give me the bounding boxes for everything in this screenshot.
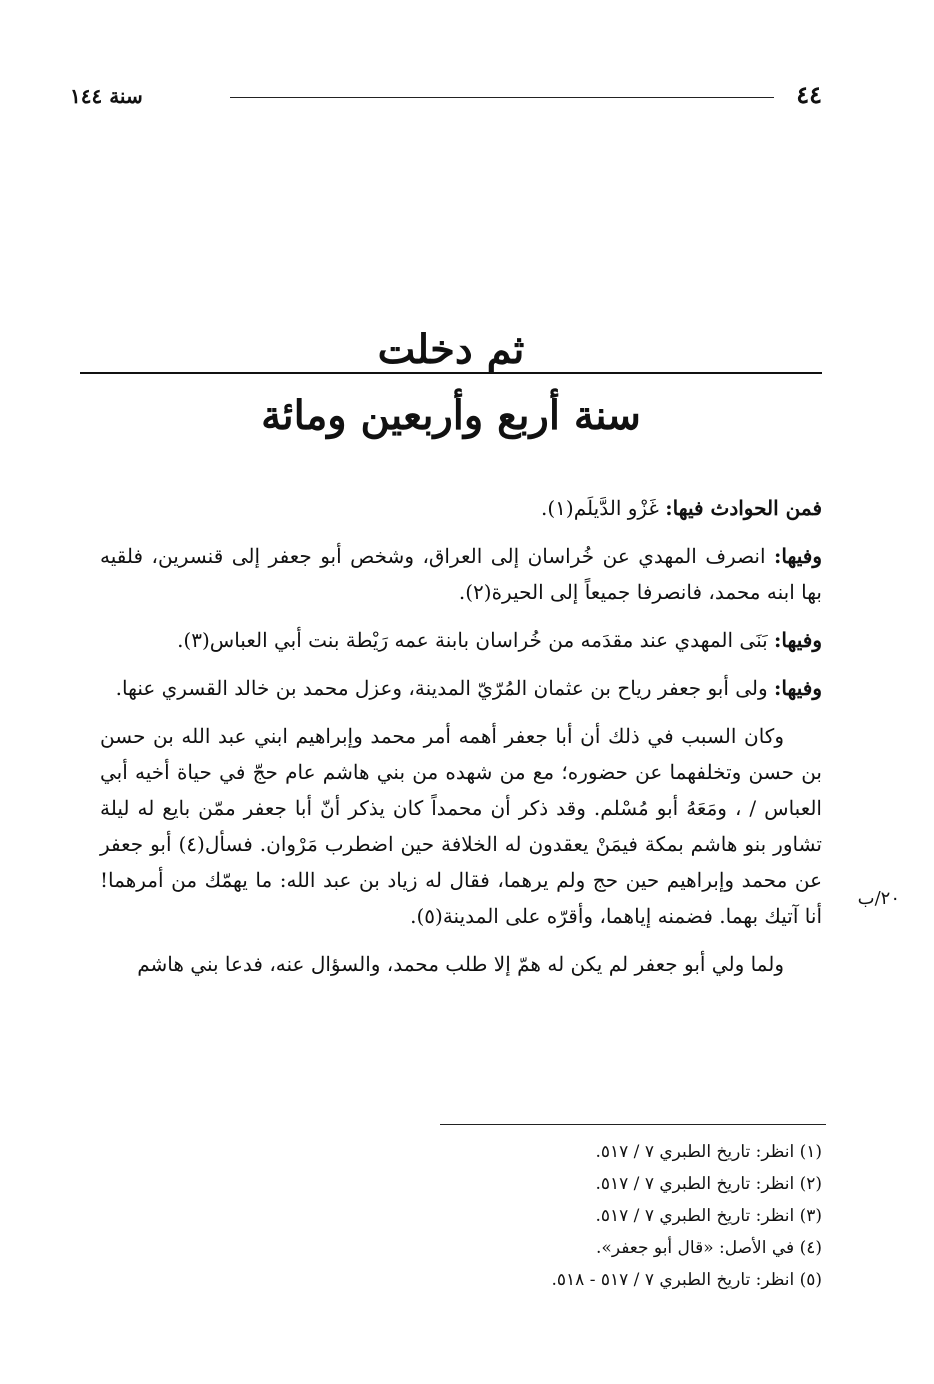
paragraph-lead: وفيها:	[774, 544, 822, 568]
margin-folio-note: ٢٠/ب	[857, 888, 900, 909]
chapter-intro: ثم دخلت	[377, 326, 525, 373]
paragraph-lead: فمن الحوادث فيها:	[665, 496, 822, 520]
running-title: سنة ١٤٤	[70, 84, 143, 108]
paragraph-text: بَنَى المهدي عند مقدَمه من خُراسان بابنة عمه رَيْطة بنت أبي العباس(٣).	[177, 628, 775, 652]
paragraph-text: ولى أبو جعفر رياح بن عثمان المُرّيّ المدينة، وعزل محمد بن خالد القسري عنها.	[115, 676, 775, 700]
footnote-rule	[440, 1124, 826, 1125]
paragraph	[100, 622, 822, 658]
paragraph-lead: وفيها:	[774, 676, 822, 700]
body-text	[100, 490, 822, 994]
paragraph	[100, 490, 822, 526]
paragraph	[100, 670, 822, 706]
paragraph-text: انصرف المهدي عن خُراسان إلى العراق، وشخص أبو جعفر إلى قنسرين، فلقيه بها ابنه محمد، فانصرفا جميعاً إلى الحيرة(٢).	[100, 544, 822, 604]
footnote: (٥) انظر: تاريخ الطبري ٧ / ٥١٧ - ٥١٨.	[551, 1270, 822, 1290]
footnote: (٣) انظر: تاريخ الطبري ٧ / ٥١٧.	[595, 1206, 822, 1226]
footnote: (١) انظر: تاريخ الطبري ٧ / ٥١٧.	[595, 1142, 822, 1162]
paragraph-text: وكان السبب في ذلك أن أبا جعفر أهمه أمر محمد وإبراهيم ابني عبد الله بن حسن بن حسن وتخلفهما عن حضوره؛ مع من شهده من بني هاشم عام حجّ في حياة أخيه أبي العباس / ، ومَعَهُ أبو مُسْلم. وقد ذكر أن محمداً كان يذكر أنّ أبا جعفر ممّن بايع له ليلة تشاور بنو هاشم بمكة فيمَنْ يعقدون له الخلافة حين اضطرب مَرْوان. فسأل(٤) أبو جعفر عن محمد وإبراهيم حين حج ولم يرهما، فقال له زياد بن عبد الله: ما يهمّك من أمرهما! أنا آتيك بهما. فضمنه إياهما، وأقرّه على المدينة(٥).	[100, 724, 822, 928]
footnotes	[222, 1136, 822, 1296]
paragraph	[100, 718, 822, 934]
paragraph-text: غَزْو الدَّيلَم(١).	[541, 496, 666, 520]
footnote: (٢) انظر: تاريخ الطبري ٧ / ٥١٧.	[595, 1174, 822, 1194]
page-number: ٤٤	[796, 80, 822, 109]
footnote: (٤) في الأصل: «قال أبو جعفر».	[596, 1238, 822, 1258]
title-rule	[80, 372, 822, 374]
header-rule	[230, 97, 774, 98]
chapter-title: سنة أربع وأربعين ومائة	[261, 392, 641, 439]
paragraph-text: ولما ولي أبو جعفر لم يكن له همّ إلا طلب محمد، والسؤال عنه، فدعا بني هاشم	[137, 952, 784, 976]
paragraph-lead: وفيها:	[774, 628, 822, 652]
paragraph	[100, 946, 822, 982]
paragraph	[100, 538, 822, 610]
running-head	[70, 80, 822, 114]
